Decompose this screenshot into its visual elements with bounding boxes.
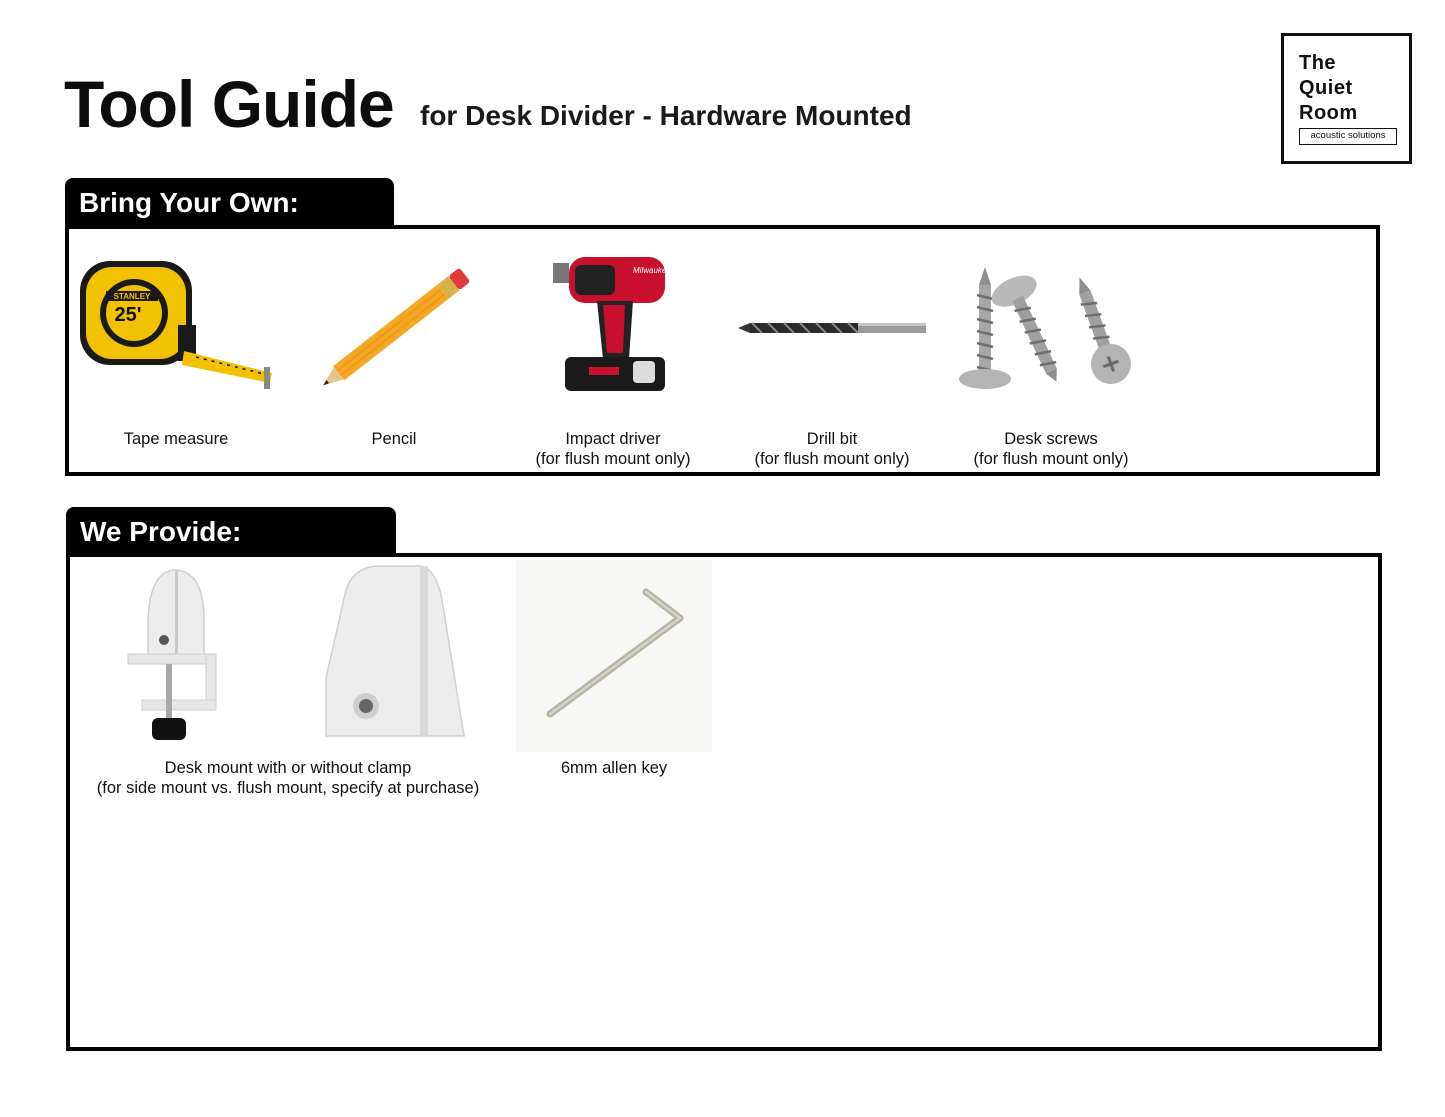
screws-icon xyxy=(951,255,1151,405)
we-provide-heading: We Provide: xyxy=(66,507,396,557)
tool-item-tape-measure xyxy=(76,255,276,470)
tool-item-drill-bit xyxy=(732,255,932,470)
tool-label: Drill bit xyxy=(806,430,858,448)
tool-item-desk-screws xyxy=(951,255,1151,470)
allen-key-icon xyxy=(516,560,712,752)
tool-label: Pencil xyxy=(371,430,417,448)
svg-text:STANLEY: STANLEY xyxy=(113,292,151,301)
logo-line-3: Room xyxy=(1299,102,1358,124)
tool-item-allen-key xyxy=(516,560,712,800)
tool-label: Impact driver xyxy=(565,430,661,448)
tool-item-impact-driver xyxy=(513,255,713,470)
svg-text:25': 25' xyxy=(114,304,142,326)
tape-measure-icon xyxy=(76,255,276,405)
tool-note: (for side mount vs. flush mount, specify at purchase) xyxy=(96,779,480,797)
tool-item-pencil xyxy=(294,255,494,470)
impact-driver-icon xyxy=(513,255,713,405)
tool-item-desk-mount xyxy=(80,560,496,800)
page-subtitle: for Desk Divider - Hardware Mounted xyxy=(420,100,912,131)
tool-label: 6mm allen key xyxy=(560,759,668,777)
brand-logo xyxy=(1281,33,1412,164)
tool-note: (for flush mount only) xyxy=(535,450,691,468)
bring-your-own-heading: Bring Your Own: xyxy=(65,178,394,228)
tool-label: Tape measure xyxy=(123,430,229,448)
logo-line-1: The xyxy=(1299,52,1337,74)
tool-label: Desk screws xyxy=(1004,430,1098,448)
page-title: Tool Guide xyxy=(64,67,394,141)
desk-mount-icon xyxy=(80,560,496,750)
tool-note: (for flush mount only) xyxy=(754,450,910,468)
pencil-icon xyxy=(294,255,494,405)
logo-line-2: Quiet xyxy=(1299,77,1353,99)
drill-bit-icon xyxy=(732,255,932,405)
tool-note: (for flush mount only) xyxy=(973,450,1129,468)
svg-text:Milwaukee: Milwaukee xyxy=(633,266,671,275)
tool-label: Desk mount with or without clamp xyxy=(164,759,412,777)
logo-tagline: acoustic solutions xyxy=(1299,128,1397,145)
